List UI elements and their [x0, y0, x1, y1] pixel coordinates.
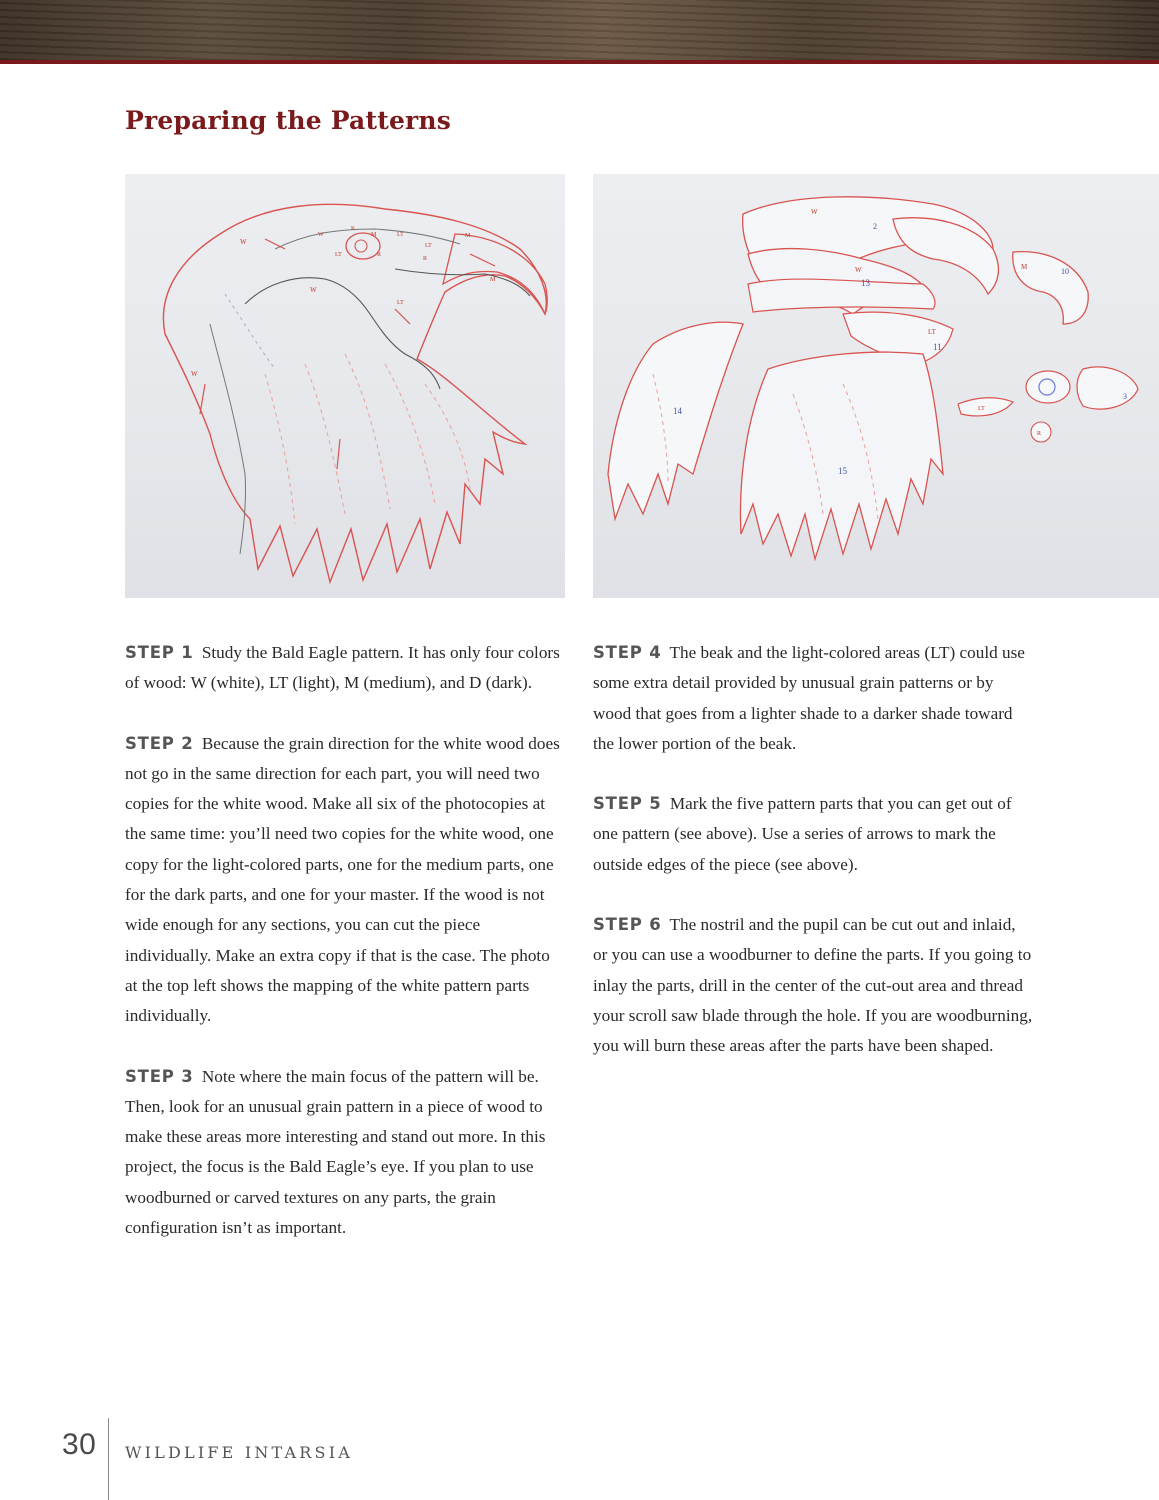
pattern-label: K [351, 226, 356, 232]
pattern-label: 13 [861, 278, 870, 288]
grain-arrow [337, 439, 340, 469]
pattern-label: 14 [673, 406, 682, 416]
step-4-text: The beak and the light-colored areas (LT) could use some extra detail provided by unusual grain patterns or by wood that goes from a lighter shade to a darker shade toward the lower portion of the beak. [593, 643, 1025, 753]
step-3-text: Note where the main focus of the pattern will be. Then, look for an unusual grain pattern in a piece of wood to make these areas more interesting and stand out more. In this project, the focus is the Bald Eagle’s eye. If you plan to use woodburned or carved textures on any parts, the grain configuration isn’t as important. [125, 1066, 546, 1238]
step-6 [593, 910, 1033, 1061]
header-rule [0, 60, 1159, 64]
text-column-left [125, 638, 565, 1273]
pattern-label: LT [928, 328, 936, 336]
wood-header-banner [0, 0, 1159, 60]
step-1 [125, 638, 565, 699]
step-5-text: Mark the five pattern parts that you can get out of one pattern (see above). Use a series of arrows to mark the outside edges of the piece (see above). [593, 794, 1012, 874]
eagle-feather-line [345, 354, 390, 509]
text-column-right [593, 638, 1033, 1092]
eagle-feather-line [425, 384, 470, 489]
pattern-label: 11 [933, 342, 942, 352]
step-2-label: STEP 2 [125, 733, 194, 753]
eagle-neck-line [245, 278, 440, 389]
eagle-pattern-drawing [125, 174, 565, 598]
pattern-label: W [318, 232, 324, 238]
pattern-label: R [1037, 431, 1042, 437]
pattern-label: LT [335, 252, 342, 258]
grain-arrow [265, 239, 285, 249]
step-6-label: STEP 6 [593, 915, 662, 935]
grain-arrow [470, 254, 495, 266]
pattern-label: M [1021, 263, 1028, 271]
pattern-label: M [371, 232, 377, 238]
pattern-label: LT [397, 232, 404, 238]
pattern-piece-eye-strip [748, 279, 935, 312]
pattern-label: M [490, 277, 496, 283]
pattern-label: LT [425, 243, 432, 249]
pattern-label: 15 [838, 466, 847, 476]
pattern-label: M [465, 233, 471, 239]
pattern-label: LT [397, 300, 404, 306]
pattern-pieces-photo [593, 174, 1159, 598]
page-number: 30 [62, 1428, 97, 1461]
page-title: Preparing the Patterns [125, 106, 452, 135]
eagle-feather-line [225, 294, 275, 369]
pattern-piece-neck-left [608, 322, 743, 519]
eagle-feather-line [265, 374, 295, 524]
eagle-feather-line [305, 364, 345, 514]
step-5 [593, 789, 1033, 880]
pattern-label: 10 [1061, 267, 1069, 276]
eagle-pupil [355, 240, 367, 252]
pattern-label: W [855, 266, 862, 274]
grain-arrow [200, 384, 205, 414]
step-1-label: STEP 1 [125, 643, 194, 662]
pattern-label: 3 [1123, 392, 1127, 401]
step-2 [125, 729, 565, 1032]
eagle-feather-line [385, 364, 435, 504]
pattern-label: R [423, 256, 428, 262]
pattern-piece-lt [958, 398, 1013, 416]
step-3-label: STEP 3 [125, 1066, 194, 1086]
step-6-text: The nostril and the pupil can be cut out and inlaid, or you can use a woodburner to define the parts. If you going to inlay the parts, drill in the center of the cut-out area and thread your scroll saw blade through the hole. If you are woodburning, you will burn these areas after the parts have been shaped. [593, 915, 1033, 1056]
step-4 [593, 638, 1033, 759]
pattern-piece-neck-right [740, 352, 943, 559]
step-3 [125, 1062, 565, 1244]
step-1-text: Study the Bald Eagle pattern. It has only four colors of wood: W (white), LT (light), M (medium), and D (dark). [125, 643, 560, 693]
pattern-label: W [811, 208, 818, 216]
pattern-label: W [191, 370, 198, 378]
pattern-label: R [377, 252, 382, 258]
eagle-pattern-photo [125, 174, 565, 598]
pattern-label: LT [978, 406, 985, 412]
pattern-label: 2 [873, 222, 877, 231]
eagle-head-outline [163, 204, 546, 582]
step-4-label: STEP 4 [593, 643, 662, 662]
pattern-label: W [240, 238, 247, 246]
eagle-shoulder-line [210, 324, 246, 554]
eagle-beak-outline [443, 234, 547, 314]
grain-arrow [395, 309, 410, 324]
step-5-label: STEP 5 [593, 794, 662, 814]
step-2-text: Because the grain direction for the white wood does not go in the same direction for each part, you will need two copies for the white wood. Make all six of the photocopies at the same time: you’ll need two copies for the white wood, one copy for the light-colored parts, one for the medium parts, one for the dark parts, and one for your master. If the wood is not wide enough for any sections, you can cut the piece individually. Make an extra copy if that is the case. The photo at the top left shows the mapping of the white pattern parts individually. [125, 733, 560, 1026]
pattern-label: W [310, 286, 317, 294]
pattern-pieces-drawing [593, 174, 1159, 598]
pattern-piece-eye [1026, 371, 1070, 403]
pattern-piece-nostril [1077, 367, 1138, 409]
book-title: WILDLIFE INTARSIA [125, 1443, 353, 1462]
footer-divider [108, 1418, 109, 1500]
